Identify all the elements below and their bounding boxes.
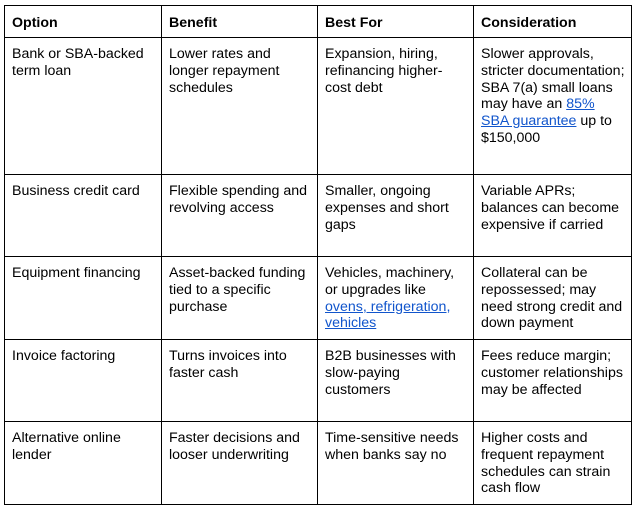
consideration-cell: Collateral can be repossessed; may need strong credit and down payment [474,257,632,340]
option-cell: Business credit card [5,175,162,257]
consideration-text-end: up to $150,000 [481,113,612,146]
header-option: Option [5,6,162,38]
header-best-for: Best For [318,6,474,38]
benefit-cell: Flexible spending and revolving access [162,175,318,257]
header-benefit: Benefit [162,6,318,38]
option-cell: Bank or SBA-backed term loan [5,38,162,175]
sba-guarantee-link[interactable]: 85% SBA guarantee [481,96,595,130]
best-for-cell: B2B businesses with slow-paying customers [318,340,474,422]
table-row [5,175,632,257]
option-cell: Equipment financing [5,257,162,340]
header-consideration: Consideration [474,6,632,38]
table-row [5,422,632,505]
best-for-cell: Expansion, hiring, refinancing higher-cost debt [318,38,474,175]
table-header-row [5,6,632,38]
best-for-cell: Time-sensitive needs when banks say no [318,422,474,505]
best-for-cell [318,257,474,340]
benefit-cell: Asset-backed funding tied to a specific purchase [162,257,318,340]
financing-options-table [4,5,632,505]
consideration-cell: Variable APRs; balances can become expensive if carried [474,175,632,257]
consideration-text: Slower approvals, stricter documentation; SBA 7(a) small loans may have an [481,46,625,113]
option-cell: Invoice factoring [5,340,162,422]
benefit-cell: Turns invoices into faster cash [162,340,318,422]
consideration-cell: Fees reduce margin; customer relationships may be affected [474,340,632,422]
best-for-cell: Smaller, ongoing expenses and short gaps [318,175,474,257]
consideration-cell [474,38,632,175]
table-row [5,257,632,340]
table-row [5,38,632,175]
benefit-cell: Faster decisions and looser underwriting [162,422,318,505]
equipment-examples-link[interactable]: ovens, refrigeration, vehicles [325,298,451,332]
best-for-text: Vehicles, machinery, or upgrades like [325,265,455,298]
table-row [5,340,632,422]
benefit-cell: Lower rates and longer repayment schedules [162,38,318,175]
option-cell: Alternative online lender [5,422,162,505]
consideration-cell: Higher costs and frequent repayment schedules can strain cash flow [474,422,632,505]
